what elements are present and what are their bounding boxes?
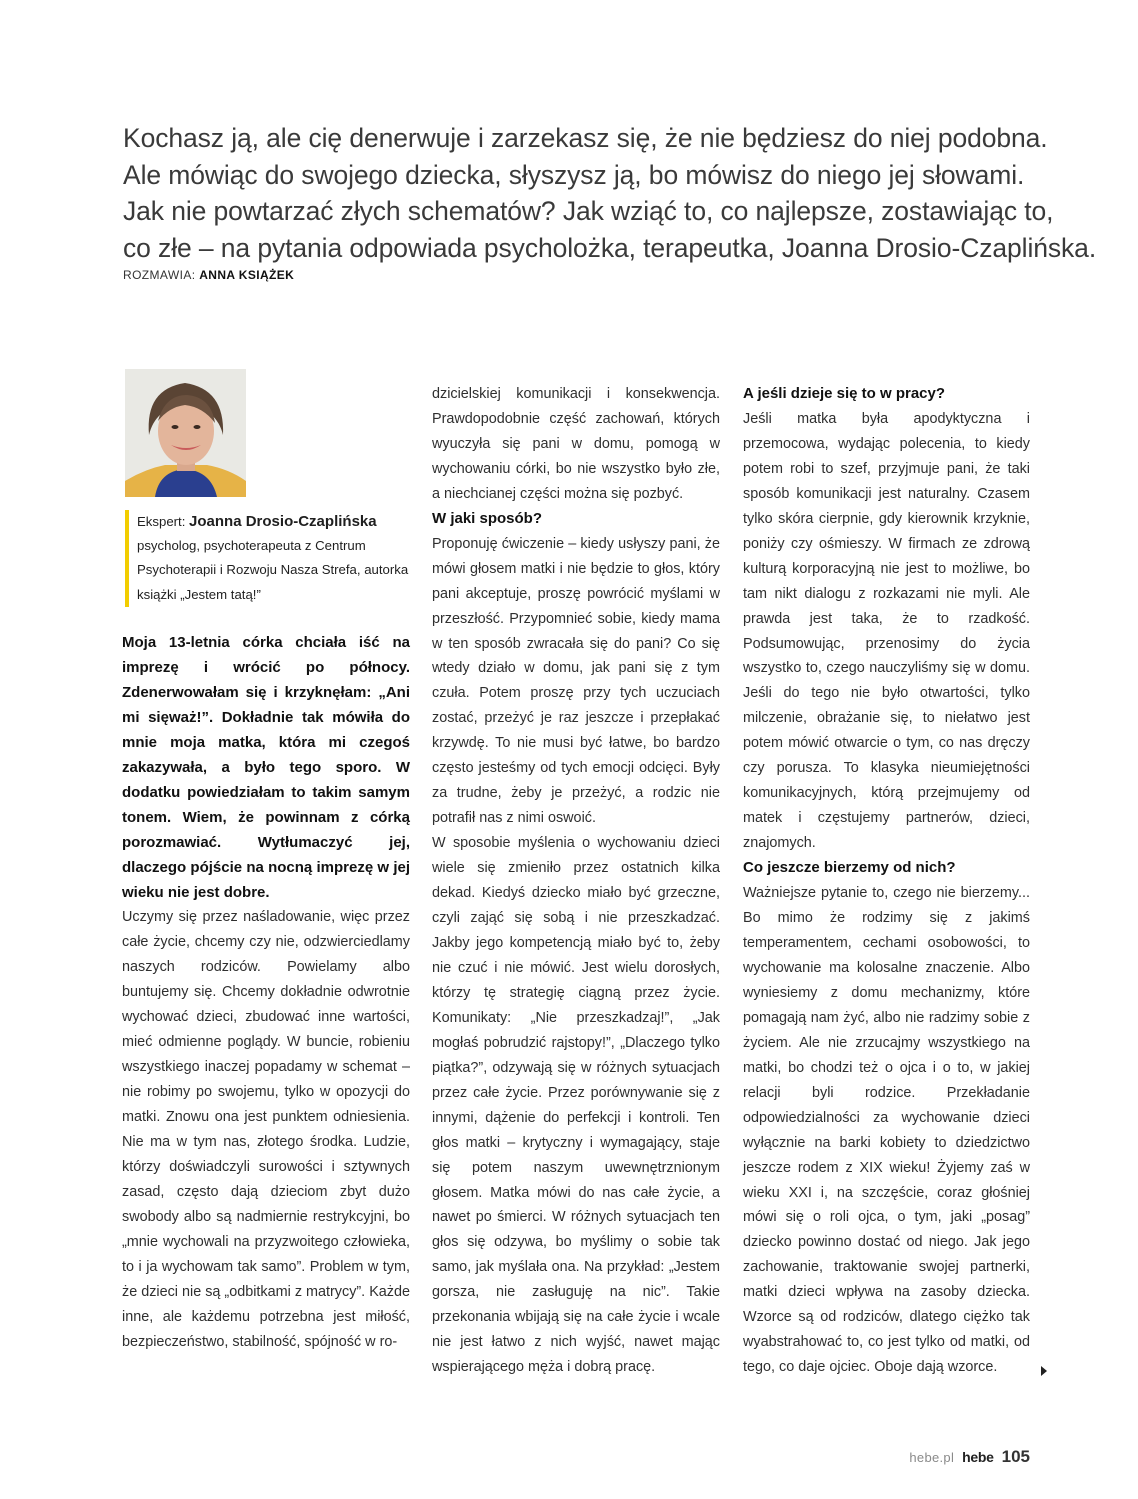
column-1: [122, 631, 410, 1355]
page-footer: [909, 1447, 1030, 1467]
lead-line-4: co złe – na pytania odpowiada psycholożka, terapeutka, Joanna Drosio-Czaplińska.: [123, 232, 1097, 263]
reader-question: Moja 13-letnia córka chciała iść na imprezę i wrócić po północy. Zdenerwowałam się i krzyknęłam: „Ani mi sięważ!”. Dokładnie tak mówiła do mnie moja matka, która mi czegoś zakazywała, a było tego sporo. W dodatku powiedziałam to takim samym tonem. Wiem, że powinnam z córką porozmawiać. Wytłumaczyć jej, dlaczego pójście na nocną imprezę w jej wieku nie jest dobre.: [122, 634, 410, 901]
byline-label: ROZMAWIA:: [123, 268, 196, 282]
portrait-image: [125, 369, 246, 497]
byline: [123, 268, 294, 282]
lead-line-1: Kochasz ją, ale cię denerwuje i zarzekasz się, że nie będziesz do niej podobna.: [123, 123, 1048, 153]
subheading-praca: A jeśli dzieje się to w pracy?: [743, 385, 946, 402]
footer-brand-logo: hebe: [962, 1449, 994, 1465]
lead-line-3: Jak nie powtarzać złych schematów? Jak wziąć to, co najlepsze, zostawiając to,: [123, 196, 1054, 226]
column-2-paragraph-3: W sposobie myślenia o wychowaniu dzieci wiele się zmieniło przez ostatnich kilka dekad. Kiedyś dziecko miało być grzeczne, czyli zająć się sobą i nie przeszkadzać. Jakby jego kompetencją miało być to, żeby nie czuć i nie mówić. Jest wielu dorosłych, którzy tę strategię ciągną przez życie. Komunikaty: „Nie przeszkadzaj!”, „Jak mogłaś pobrudzić rajstopy!”, „Dlaczego tylko piątka?”, odzywają się w różnych sytuacjach przez całe życie. Przez porównywanie się z innymi, dążenie do perfekcji i kontroli. Ten głos matki – krytyczny i wymagający, staje się potem naszym uwewnętrznionym głosem. Matka mówi do nas całe życie, a nawet po śmierci. W różnych sytuacjach ten głos się odzywa, bo myślimy o sobie tak samo, jak myślała ona. Na przykład: „Jestem gorsza, nie zasługuję na nic”. Takie przekonania wbijają się na całe życie i wcale nie jest łatwo z nich wyjść, nawet mając wspierającego męża i dobrą pracę.: [432, 835, 720, 1376]
expert-label: Ekspert:: [137, 514, 186, 529]
expert-photo: [125, 369, 246, 497]
subheading-co-jeszcze: Co jeszcze bierzemy od nich?: [743, 859, 956, 877]
expert-description: psycholog, psychoterapeuta z Centrum Psychoterapii i Rozwoju Nasza Strefa, autorka książki „Jestem tatą!”: [137, 538, 409, 602]
answer-paragraph: Uczymy się przez naśladowanie, więc przez całe życie, chcemy czy nie, odzwierciedlamy naszych rodziców. Powielamy albo buntujemy się. Chcemy dokładnie odwrotnie wychować dzieci, zbudować inne wartości, mieć odmienne poglądy. W buncie, robieniu wszystkiego inaczej popadamy w schemat – nie robimy po swojemu, tylko w opozycji do matki. Znowu ona jest punktem odniesienia. Nie ma w tym nas, złotego środka. Ludzie, którzy doświadczyli surowości i sztywnych zasad, często dają dzieciom zbyt dużo swobody albo są nadmiernie restrykcyjni, bo „mnie wychowali na przyzwoitego człowieka, to i ja wychowam tak samo”. Problem w tym, że dzieci nie są „odbitkami z matrycy”. Każde inne, ale każdemu potrzebna jest miłość, bezpieczeństwo, stabilność, spójność w ro-: [122, 909, 410, 1350]
byline-author: ANNA KSIĄŻEK: [199, 268, 295, 282]
subheading-w-jaki-sposob: W jaki sposób?: [432, 509, 543, 527]
lead-paragraph: [123, 120, 1097, 266]
column-2-paragraph-1: dzicielskiej komunikacji i konsekwencja. Prawdopodobnie część zachowań, których wyuczyła się pani w domu, pomogą w wychowaniu córki, bo nie wszystko było złe, a niechcianej części można się pozbyć.: [432, 386, 720, 502]
expert-name: Joanna Drosio-Czaplińska: [189, 513, 377, 530]
column-3-paragraph-1: Jeśli matka była apodyktyczna i przemocowa, wydając polecenia, to kiedy potem robi to szef, przyjmuje pani, że taki sposób komunikacji jest naturalny. Czasem tylko skóra cierpnie, gdy kierownik krzyknie, poniży czy ośmieszy. W firmach ze zdrową kulturą korporacyjną nie jest to możliwe, bo tam nikt dialogu z rozkazami nie myli. Ale prawda jest taka, że to rzadkość. Podsumowując, przenosimy do życia wszystko to, czego nauczyliśmy się w domu. Jeśli do tego nie było otwartości, tylko milczenie, obrażanie się, to niełatwo jest potem mówić otwarcie o tym, co nas dręczy czy porusza. To klasyka nieumiejętności komunikacyjnych, którą przejmujemy od matek i częstujemy partnerów, dzieci, znajomych.: [743, 410, 1030, 852]
column-3-paragraph-2: Ważniejsze pytanie to, czego nie bierzemy... Bo mimo że rodzimy się z jakimś temperamentem, cechami osobowości, to wychowanie ma kolosalne znaczenie. Albo wyniesiemy z domu mechanizmy, które pomagają nam żyć, albo nie radzimy sobie z życiem. Ale nie zrzucajmy wszystkiego na matki, bo chodzi też o ojca i o to, w jakiej relacji byli rodzice. Przekładanie odpowiedzialności za wychowanie dzieci wyłącznie na barki kobiety to dziedzictwo jeszcze rodem z XIX wieku! Żyjemy zaś w wieku XXI i, na szczęście, coraz głośniej mówi się o roli ojca, o tym, jaki „posag” dziecko powinno dostać od niego. Jak jego zachowanie, traktowanie swojej partnerki, matki dzieci wpływa na zasoby dziecka. Wzorce są od rodziców, dlatego ciężko tak wyabstrahować to, co jest tylko od matki, od tego, co daje ojciec. Oboje dają wzorce.: [743, 885, 1030, 1376]
page-number: 105: [1001, 1447, 1030, 1466]
lead-line-2: Ale mówiąc do swojego dziecka, słyszysz ją, bo mówisz do niego jej słowami.: [123, 159, 1025, 190]
column-2: [432, 382, 720, 1380]
column-3: [743, 382, 1030, 1380]
footer-url: hebe.pl: [909, 1450, 955, 1465]
column-2-paragraph-2: Proponuję ćwiczenie – kiedy usłyszy pani, że mówi głosem matki i nie będzie to głos, który pani akceptuje, proszę powrócić myślami w przeszłość. Przypomnieć sobie, kiedy mama w ten sposób zwracała się do pani? Co się wtedy działo w domu, jak pani się z tym czuła. Potem proszę przy tych uczuciach zostać, przeżyć je raz jeszcze i przepłakać krzywdę. To nie musi być łatwe, bo bardzo często jesteśmy od tych emocji odcięci. Były za trudne, żeby je przeżyć, a rodzic nie potrafił nas z nimi oswoić.: [432, 535, 720, 827]
expert-box: [125, 510, 417, 607]
continue-arrow-icon: [1041, 1366, 1047, 1376]
